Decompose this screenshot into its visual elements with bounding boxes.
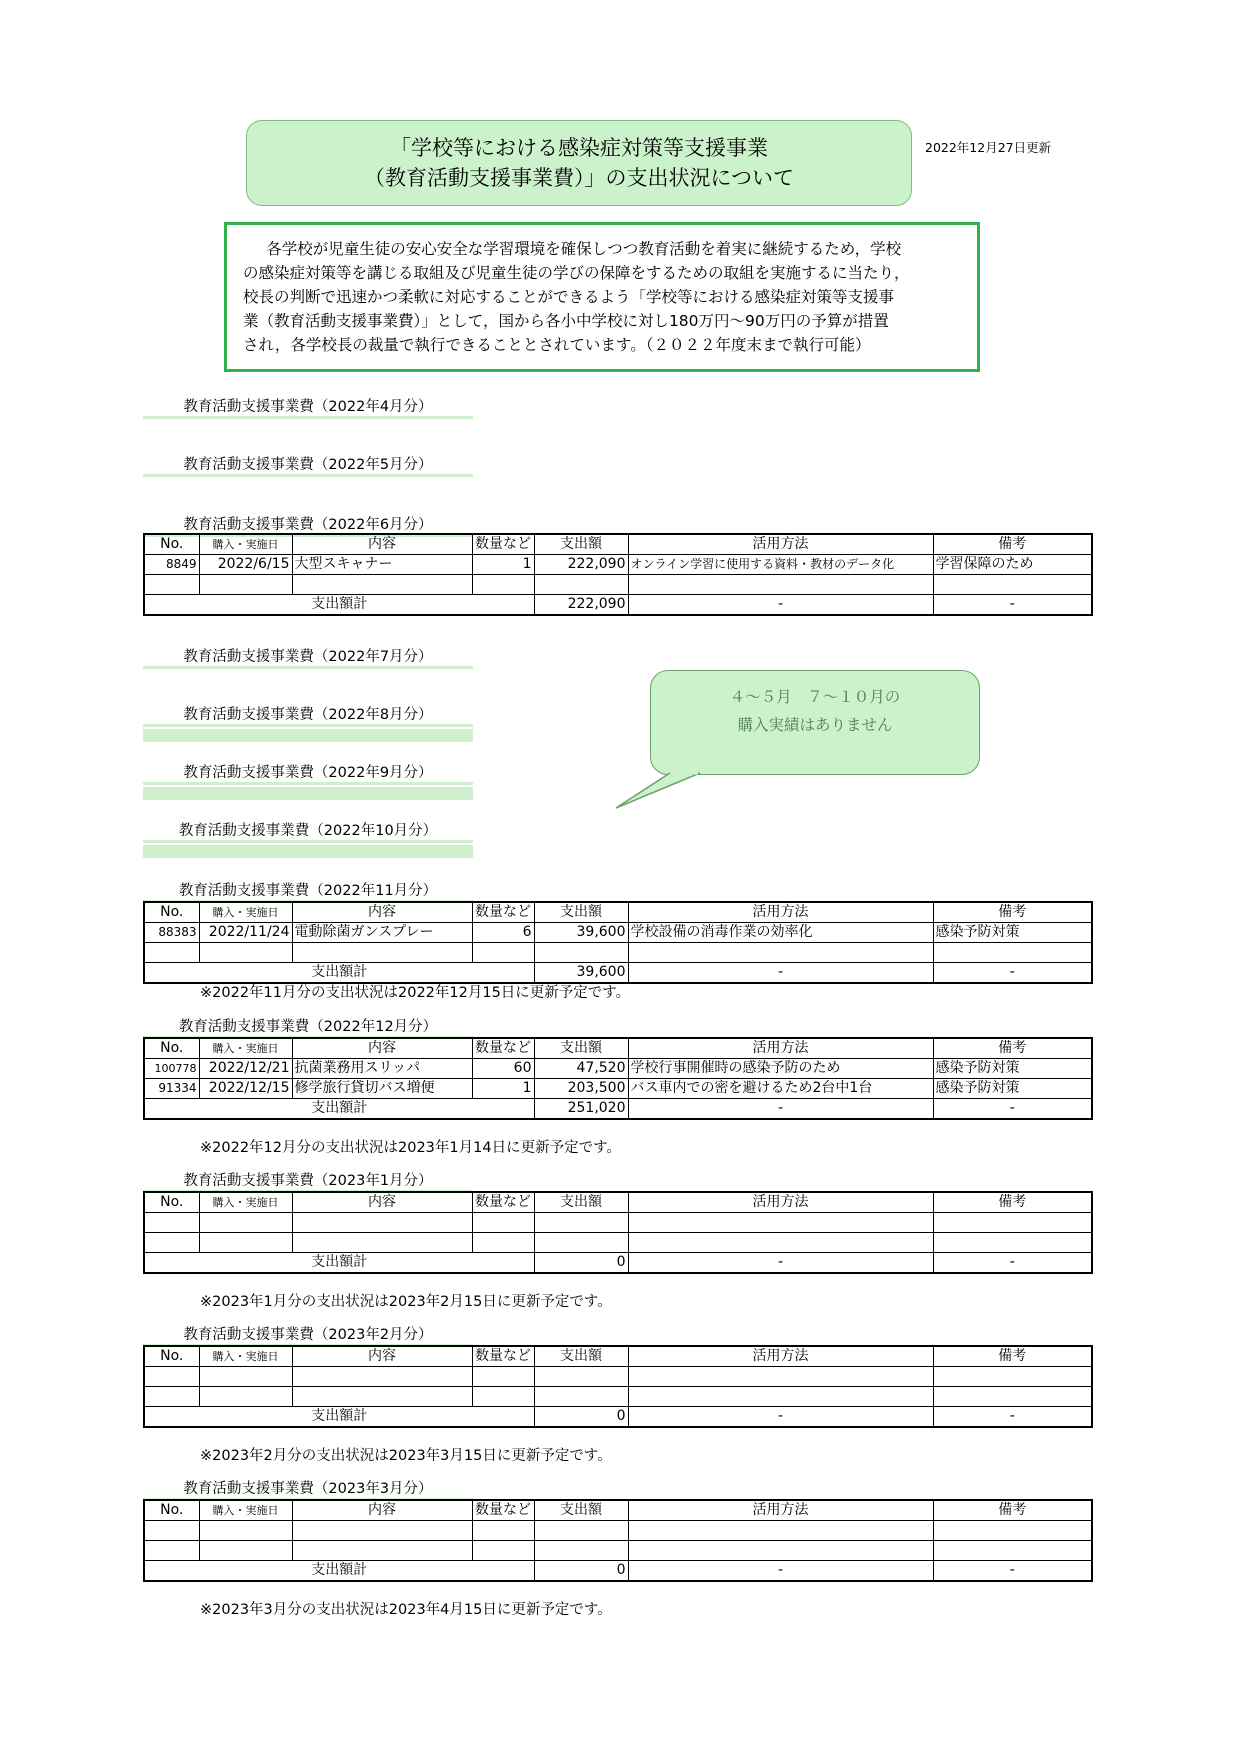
total-amount: 39,600: [534, 963, 628, 984]
total-label: 支出額計: [144, 1407, 534, 1428]
header-qty: 数量など: [472, 1500, 534, 1521]
cell-no: 100778: [144, 1059, 199, 1079]
header-qty: 数量など: [472, 1192, 534, 1213]
table-total-row: [144, 1253, 1092, 1274]
total-usage-dash: -: [628, 963, 933, 984]
table-total-row: [144, 1561, 1092, 1582]
header-qty: 数量など: [472, 1038, 534, 1059]
cell-remarks: 感染予防対策: [933, 1079, 1092, 1099]
header-amount: 支出額: [534, 1192, 628, 1213]
header-date: 購入・実施日: [199, 1500, 292, 1521]
bubble-line2: 購入実績はありません: [737, 716, 893, 734]
section-title-2022-09: 教育活動支援事業費（2022年9月分）: [143, 763, 473, 785]
total-remarks-dash: -: [933, 1099, 1092, 1120]
cell-amount: 47,520: [534, 1059, 628, 1079]
cell-remarks: 感染予防対策: [933, 923, 1092, 943]
section-title-2022-04: 教育活動支援事業費（2022年4月分）: [143, 397, 473, 419]
table-row-empty: [144, 943, 1092, 963]
total-usage-dash: -: [628, 1561, 933, 1582]
table-header-row: [144, 902, 1092, 923]
header-no: No.: [144, 1500, 199, 1521]
header-remarks: 備考: [933, 902, 1092, 923]
total-label: 支出額計: [144, 595, 534, 616]
section-title-2022-12: 教育活動支援事業費（2022年12月分）: [143, 1017, 473, 1039]
cell-amount: 39,600: [534, 923, 628, 943]
table-total-row: [144, 595, 1092, 616]
table-2022-11: [143, 901, 1093, 984]
total-usage-dash: -: [628, 595, 933, 616]
total-remarks-dash: -: [933, 1253, 1092, 1274]
cell-qty: 1: [472, 555, 534, 575]
header-usage: 活用方法: [628, 1038, 933, 1059]
header-qty: 数量など: [472, 902, 534, 923]
page-title-box: [246, 120, 912, 206]
intro-line: 校長の判断で迅速かつ柔軟に対応することができるよう「学校等における感染症対策等支援事: [243, 288, 895, 306]
table-header-row: [144, 1500, 1092, 1521]
bubble-tail: [610, 765, 790, 815]
cell-date: 2022/11/24: [199, 923, 292, 943]
green-bar: [143, 845, 473, 858]
cell-no: 88383: [144, 923, 199, 943]
header-content: 内容: [292, 1500, 472, 1521]
cell-usage: 学校設備の消毒作業の効率化: [628, 923, 933, 943]
table-total-row: [144, 1407, 1092, 1428]
header-remarks: 備考: [933, 1346, 1092, 1367]
table-total-row: [144, 963, 1092, 984]
header-amount: 支出額: [534, 1500, 628, 1521]
cell-date: 2022/12/15: [199, 1079, 292, 1099]
table-2023-03: [143, 1499, 1093, 1582]
header-content: 内容: [292, 1192, 472, 1213]
header-usage: 活用方法: [628, 902, 933, 923]
table-2023-02: [143, 1345, 1093, 1428]
no-purchase-bubble: [650, 670, 980, 775]
cell-date: 2022/12/21: [199, 1059, 292, 1079]
table-2022-06: [143, 533, 1093, 616]
total-usage-dash: -: [628, 1099, 933, 1120]
section-title-2023-02: 教育活動支援事業費（2023年2月分）: [143, 1325, 473, 1347]
header-content: 内容: [292, 902, 472, 923]
green-bar: [143, 729, 473, 742]
header-no: No.: [144, 534, 199, 555]
page-title-line2: （教育活動支援事業費）」の支出状況について: [363, 166, 795, 190]
cell-amount: 203,500: [534, 1079, 628, 1099]
table-header-row: [144, 1346, 1092, 1367]
header-usage: 活用方法: [628, 1500, 933, 1521]
cell-qty: 6: [472, 923, 534, 943]
update-note-2022-12: ※2022年12月分の支出状況は2023年1月14日に更新予定です。: [200, 1140, 621, 1156]
header-no: No.: [144, 1192, 199, 1213]
header-qty: 数量など: [472, 534, 534, 555]
header-remarks: 備考: [933, 1192, 1092, 1213]
header-content: 内容: [292, 1346, 472, 1367]
total-amount: 0: [534, 1253, 628, 1274]
updated-date: 2022年12月27日更新: [925, 140, 1052, 155]
header-date: 購入・実施日: [199, 902, 292, 923]
table-row: [144, 1059, 1092, 1079]
header-date: 購入・実施日: [199, 534, 292, 555]
cell-content: 大型スキャナー: [292, 555, 472, 575]
table-row-empty: [144, 1541, 1092, 1561]
table-2022-12: [143, 1037, 1093, 1120]
intro-line: 各学校が児童生徒の安心安全な学習環境を確保しつつ教育活動を着実に継続するため，学校: [266, 240, 902, 258]
table-header-row: [144, 534, 1092, 555]
table-total-row: [144, 1099, 1092, 1120]
cell-usage: 学校行事開催時の感染予防のため: [628, 1059, 933, 1079]
header-date: 購入・実施日: [199, 1346, 292, 1367]
bubble-line1: ４～５月 ７～１０月の: [729, 688, 901, 706]
header-amount: 支出額: [534, 534, 628, 555]
header-no: No.: [144, 1346, 199, 1367]
header-remarks: 備考: [933, 1500, 1092, 1521]
cell-date: 2022/6/15: [199, 555, 292, 575]
cell-usage: オンライン学習に使用する資料・教材のデータ化: [628, 555, 933, 575]
update-note-2023-03: ※2023年3月分の支出状況は2023年4月15日に更新予定です。: [200, 1602, 612, 1618]
cell-remarks: 学習保障のため: [933, 555, 1092, 575]
table-row-empty: [144, 1387, 1092, 1407]
cell-content: 抗菌業務用スリッパ: [292, 1059, 472, 1079]
header-amount: 支出額: [534, 1038, 628, 1059]
intro-line: され，各学校長の裁量で執行できることとされています。（２０２２年度末まで執行可能）: [243, 336, 871, 354]
green-bar: [143, 787, 473, 800]
total-remarks-dash: -: [933, 1561, 1092, 1582]
total-amount: 0: [534, 1407, 628, 1428]
cell-qty: 1: [472, 1079, 534, 1099]
total-label: 支出額計: [144, 1561, 534, 1582]
table-row: [144, 923, 1092, 943]
table-header-row: [144, 1038, 1092, 1059]
total-usage-dash: -: [628, 1253, 933, 1274]
intro-box: [224, 222, 980, 372]
total-amount: 0: [534, 1561, 628, 1582]
cell-usage: バス車内での密を避けるため2台中1台: [628, 1079, 933, 1099]
cell-content: 電動除菌ガンスプレー: [292, 923, 472, 943]
update-note-2023-01: ※2023年1月分の支出状況は2023年2月15日に更新予定です。: [200, 1294, 612, 1310]
table-row-empty: [144, 1521, 1092, 1541]
header-content: 内容: [292, 1038, 472, 1059]
intro-line: 業（教育活動支援事業費）」として，国から各小中学校に対し180万円～90万円の予算が措置: [243, 312, 889, 330]
header-usage: 活用方法: [628, 534, 933, 555]
section-title-2022-05: 教育活動支援事業費（2022年5月分）: [143, 455, 473, 477]
cell-qty: 60: [472, 1059, 534, 1079]
header-usage: 活用方法: [628, 1346, 933, 1367]
total-remarks-dash: -: [933, 1407, 1092, 1428]
header-date: 購入・実施日: [199, 1038, 292, 1059]
update-note-2022-11: ※2022年11月分の支出状況は2022年12月15日に更新予定です。: [200, 985, 631, 1001]
header-remarks: 備考: [933, 1038, 1092, 1059]
cell-no: 91334: [144, 1079, 199, 1099]
header-no: No.: [144, 1038, 199, 1059]
table-2023-01: [143, 1191, 1093, 1274]
update-note-2023-02: ※2023年2月分の支出状況は2023年3月15日に更新予定です。: [200, 1448, 612, 1464]
intro-line: の感染症対策等を講じる取組及び児童生徒の学びの保障をするための取組を実施するに当たり，: [243, 264, 910, 282]
section-title-2022-08: 教育活動支援事業費（2022年8月分）: [143, 705, 473, 727]
header-no: No.: [144, 902, 199, 923]
section-title-2023-01: 教育活動支援事業費（2023年1月分）: [143, 1171, 473, 1193]
total-remarks-dash: -: [933, 963, 1092, 984]
table-row-empty: [144, 1367, 1092, 1387]
section-title-2023-03: 教育活動支援事業費（2023年3月分）: [143, 1479, 473, 1501]
table-row-empty: [144, 1233, 1092, 1253]
total-usage-dash: -: [628, 1407, 933, 1428]
header-amount: 支出額: [534, 1346, 628, 1367]
header-usage: 活用方法: [628, 1192, 933, 1213]
total-amount: 222,090: [534, 595, 628, 616]
section-title-2022-11: 教育活動支援事業費（2022年11月分）: [143, 881, 473, 903]
table-header-row: [144, 1192, 1092, 1213]
total-label: 支出額計: [144, 1253, 534, 1274]
header-qty: 数量など: [472, 1346, 534, 1367]
header-amount: 支出額: [534, 902, 628, 923]
cell-remarks: 感染予防対策: [933, 1059, 1092, 1079]
table-row-empty: [144, 575, 1092, 595]
total-label: 支出額計: [144, 1099, 534, 1120]
section-title-2022-06: 教育活動支援事業費（2022年6月分）: [143, 515, 473, 537]
total-remarks-dash: -: [933, 595, 1092, 616]
section-title-2022-10: 教育活動支援事業費（2022年10月分）: [143, 821, 473, 843]
cell-content: 修学旅行貸切バス増便: [292, 1079, 472, 1099]
section-title-2022-07: 教育活動支援事業費（2022年7月分）: [143, 647, 473, 669]
table-row-empty: [144, 1213, 1092, 1233]
total-amount: 251,020: [534, 1099, 628, 1120]
header-date: 購入・実施日: [199, 1192, 292, 1213]
page-title-line1: 「学校等における感染症対策等支援事業: [390, 136, 768, 160]
header-remarks: 備考: [933, 534, 1092, 555]
table-row: [144, 555, 1092, 575]
cell-no: 8849: [144, 555, 199, 575]
cell-amount: 222,090: [534, 555, 628, 575]
header-content: 内容: [292, 534, 472, 555]
table-row: [144, 1079, 1092, 1099]
total-label: 支出額計: [144, 963, 534, 984]
